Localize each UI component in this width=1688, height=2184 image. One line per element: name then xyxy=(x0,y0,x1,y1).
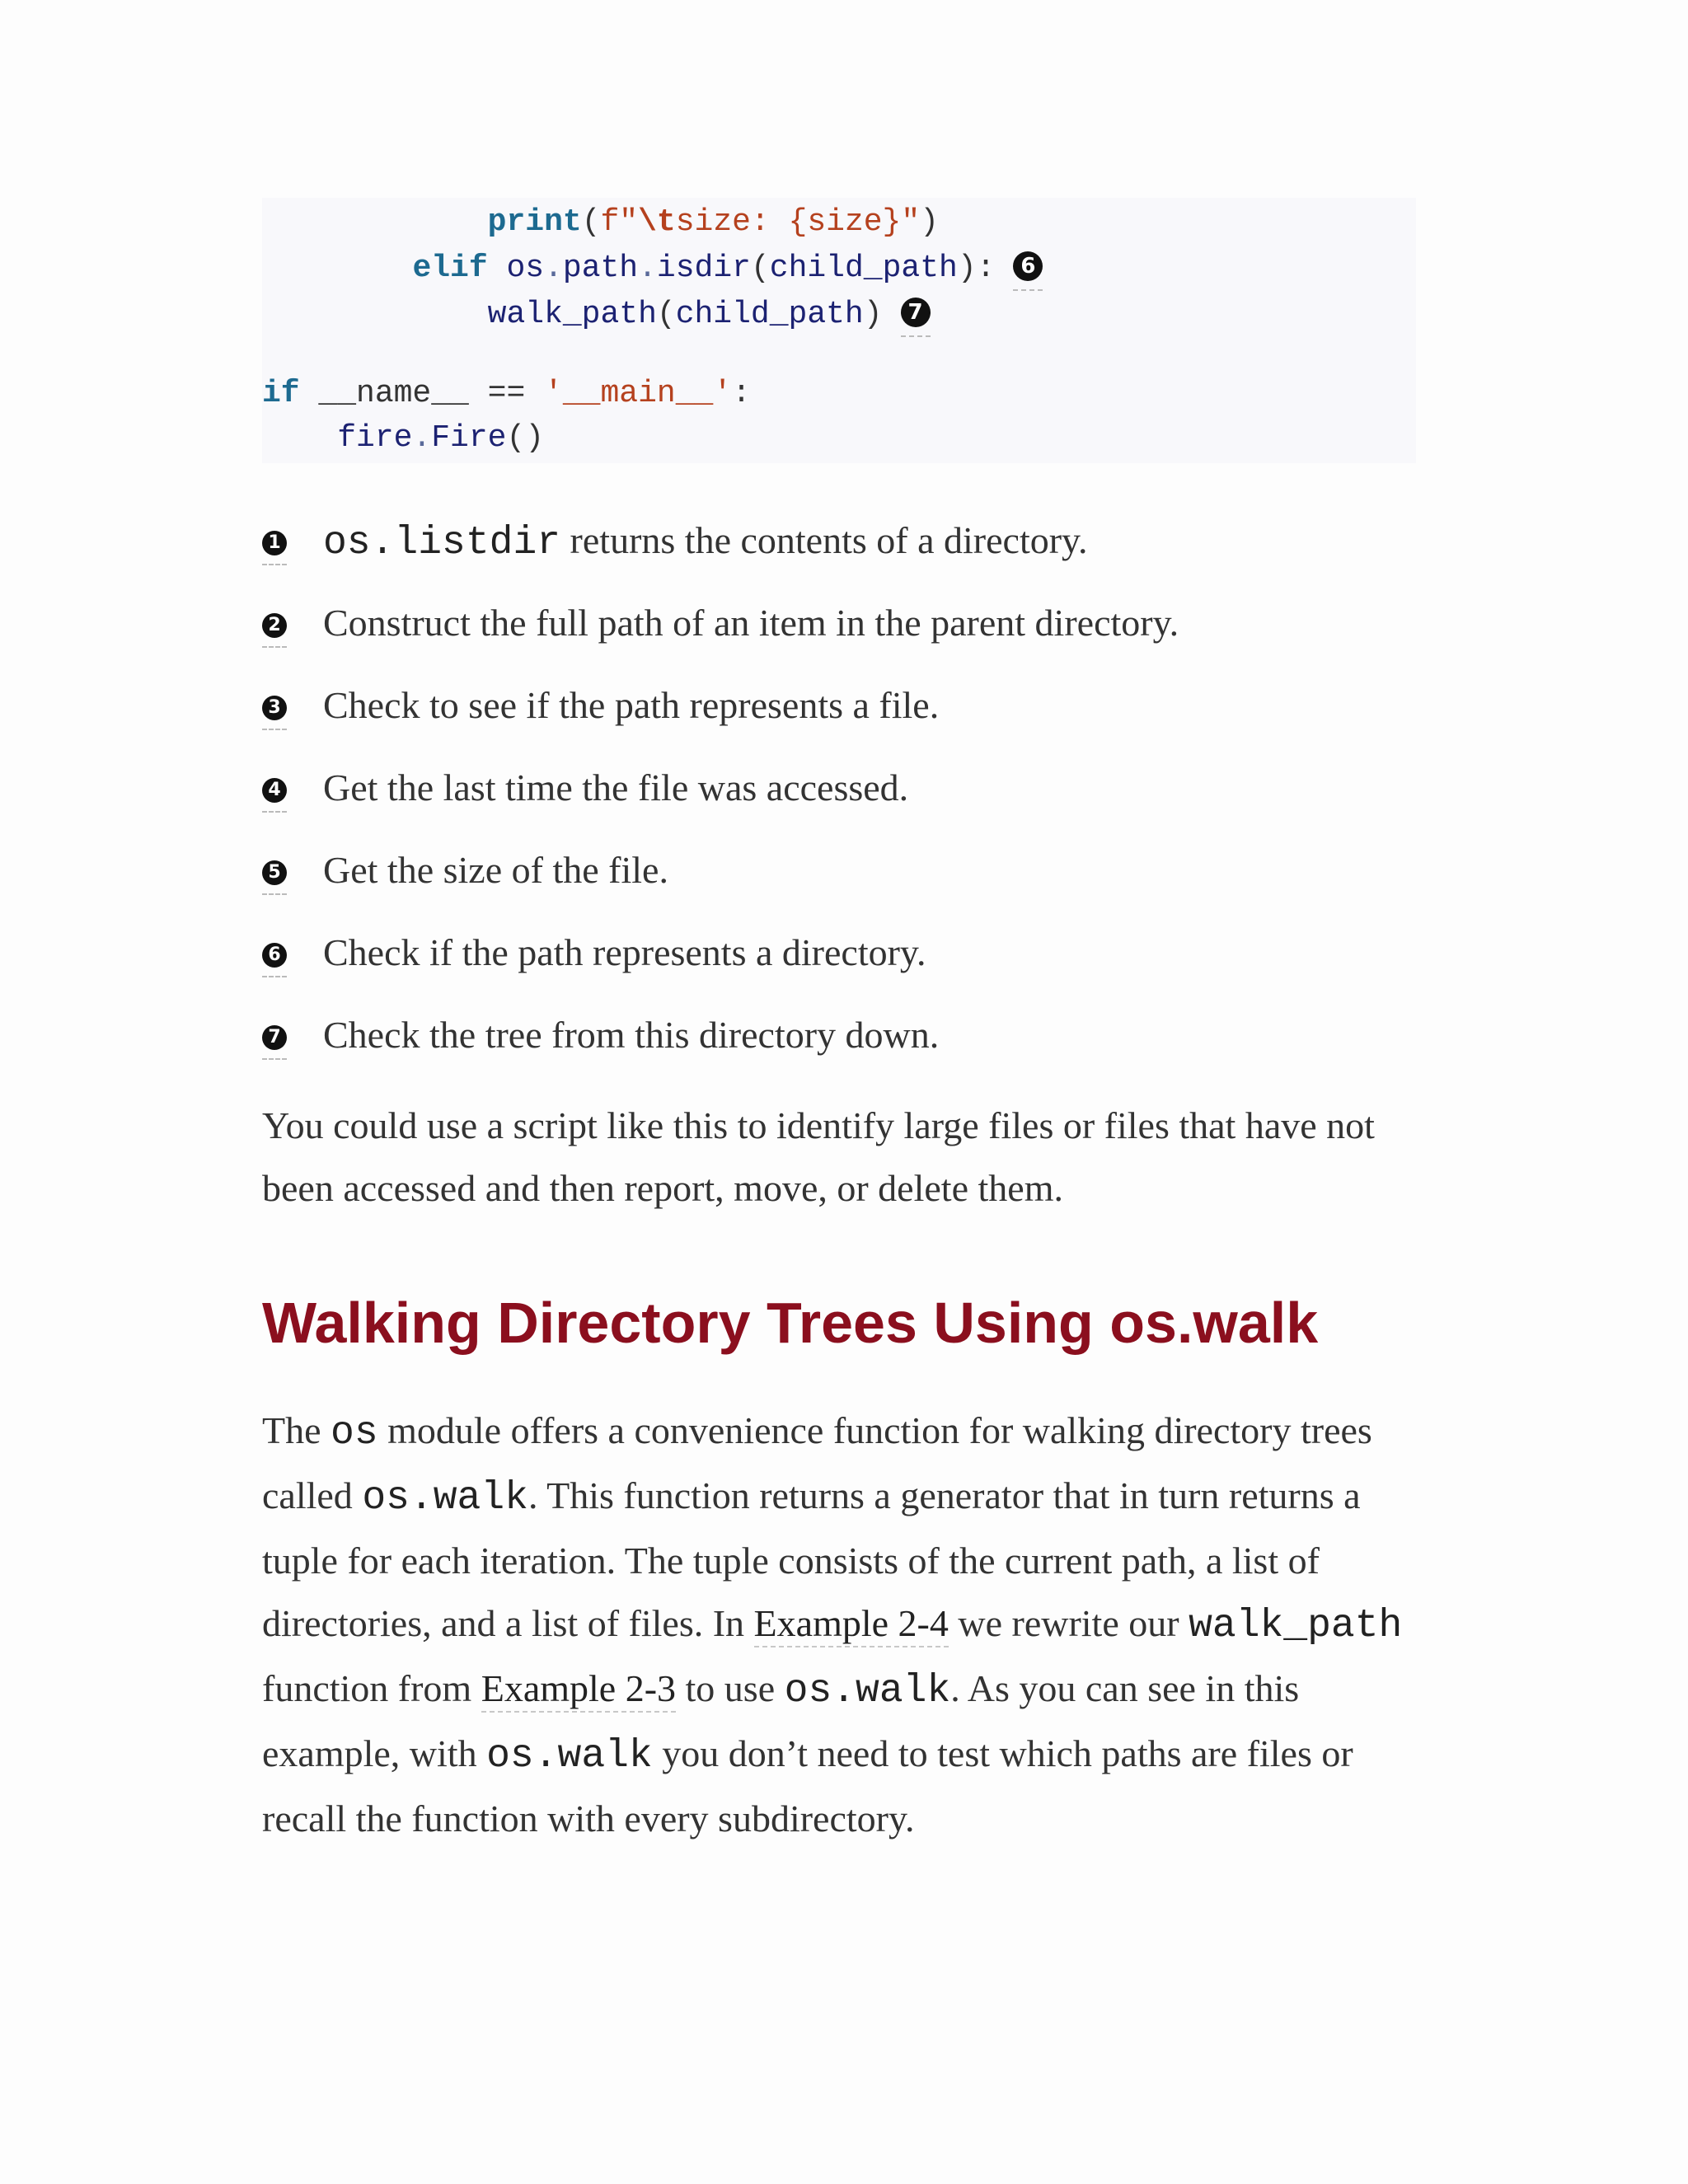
callout-6-icon[interactable]: 6 xyxy=(262,943,287,968)
inline-code: os.walk xyxy=(784,1669,951,1713)
callout-item-5: 5 Get the size of the file. xyxy=(262,846,287,895)
callout-7-icon[interactable]: 7 xyxy=(901,298,931,327)
callout-item-4: 4 Get the last time the file was accessed. xyxy=(262,763,287,813)
code-line: if __name__ == '__main__': xyxy=(262,376,751,411)
code-block xyxy=(262,198,1416,463)
example-2-3-link[interactable]: Example 2-3 xyxy=(481,1667,676,1713)
inline-code: os xyxy=(331,1411,378,1455)
callout-7-icon[interactable]: 7 xyxy=(262,1025,287,1050)
callout-2-icon[interactable]: 2 xyxy=(262,613,287,638)
callout-4-icon[interactable]: 4 xyxy=(262,778,287,803)
code-line: fire.Fire() xyxy=(337,420,545,456)
callout-5-icon[interactable]: 5 xyxy=(262,860,287,885)
inline-code: os.listdir xyxy=(323,521,561,565)
example-2-4-link[interactable]: Example 2-4 xyxy=(754,1602,949,1647)
callout-6-icon[interactable]: 6 xyxy=(1013,251,1043,281)
inline-code: os.walk xyxy=(362,1476,528,1521)
callout-item-2: 2 Construct the full path of an item in the parent directory. xyxy=(262,598,287,648)
code-line: print(f"\tsize: {size}") xyxy=(487,204,939,240)
body-paragraph: You could use a script like this to identify large files or files that have not been accessed and then report, move, or delete them. xyxy=(262,1104,1375,1209)
callout-item-6: 6 Check if the path represents a directory. xyxy=(262,928,287,977)
callout-item-1: 1 os.listdir returns the contents of a directory. xyxy=(262,516,287,565)
callout-item-3: 3 Check to see if the path represents a file. xyxy=(262,681,287,730)
inline-code: walk_path xyxy=(1189,1604,1403,1648)
section-heading: Walking Directory Trees Using os.walk xyxy=(262,1291,1319,1355)
body-paragraph: The os module offers a convenience function for walking directory trees called os.walk. This function returns a generator that in turn returns a tuple for each iteration. The tuple consists of the current path, a list of directories, and a list of files. In Example 2-4 we rewrite our walk_path function from Example 2-3 to use os.walk. As you can see in this example, with os.walk you don’t need to test which paths are files or recall the function with every subdirectory. xyxy=(262,1409,1403,1840)
callout-3-icon[interactable]: 3 xyxy=(262,696,287,720)
callout-item-7: 7 Check the tree from this directory down. xyxy=(262,1010,287,1060)
code-line: walk_path(child_path) 7 xyxy=(262,292,931,338)
inline-code: os.walk xyxy=(486,1734,653,1779)
code-line: elif os.path.isdir(child_path): 6 xyxy=(262,246,1043,292)
callout-1-icon[interactable]: 1 xyxy=(262,531,287,555)
